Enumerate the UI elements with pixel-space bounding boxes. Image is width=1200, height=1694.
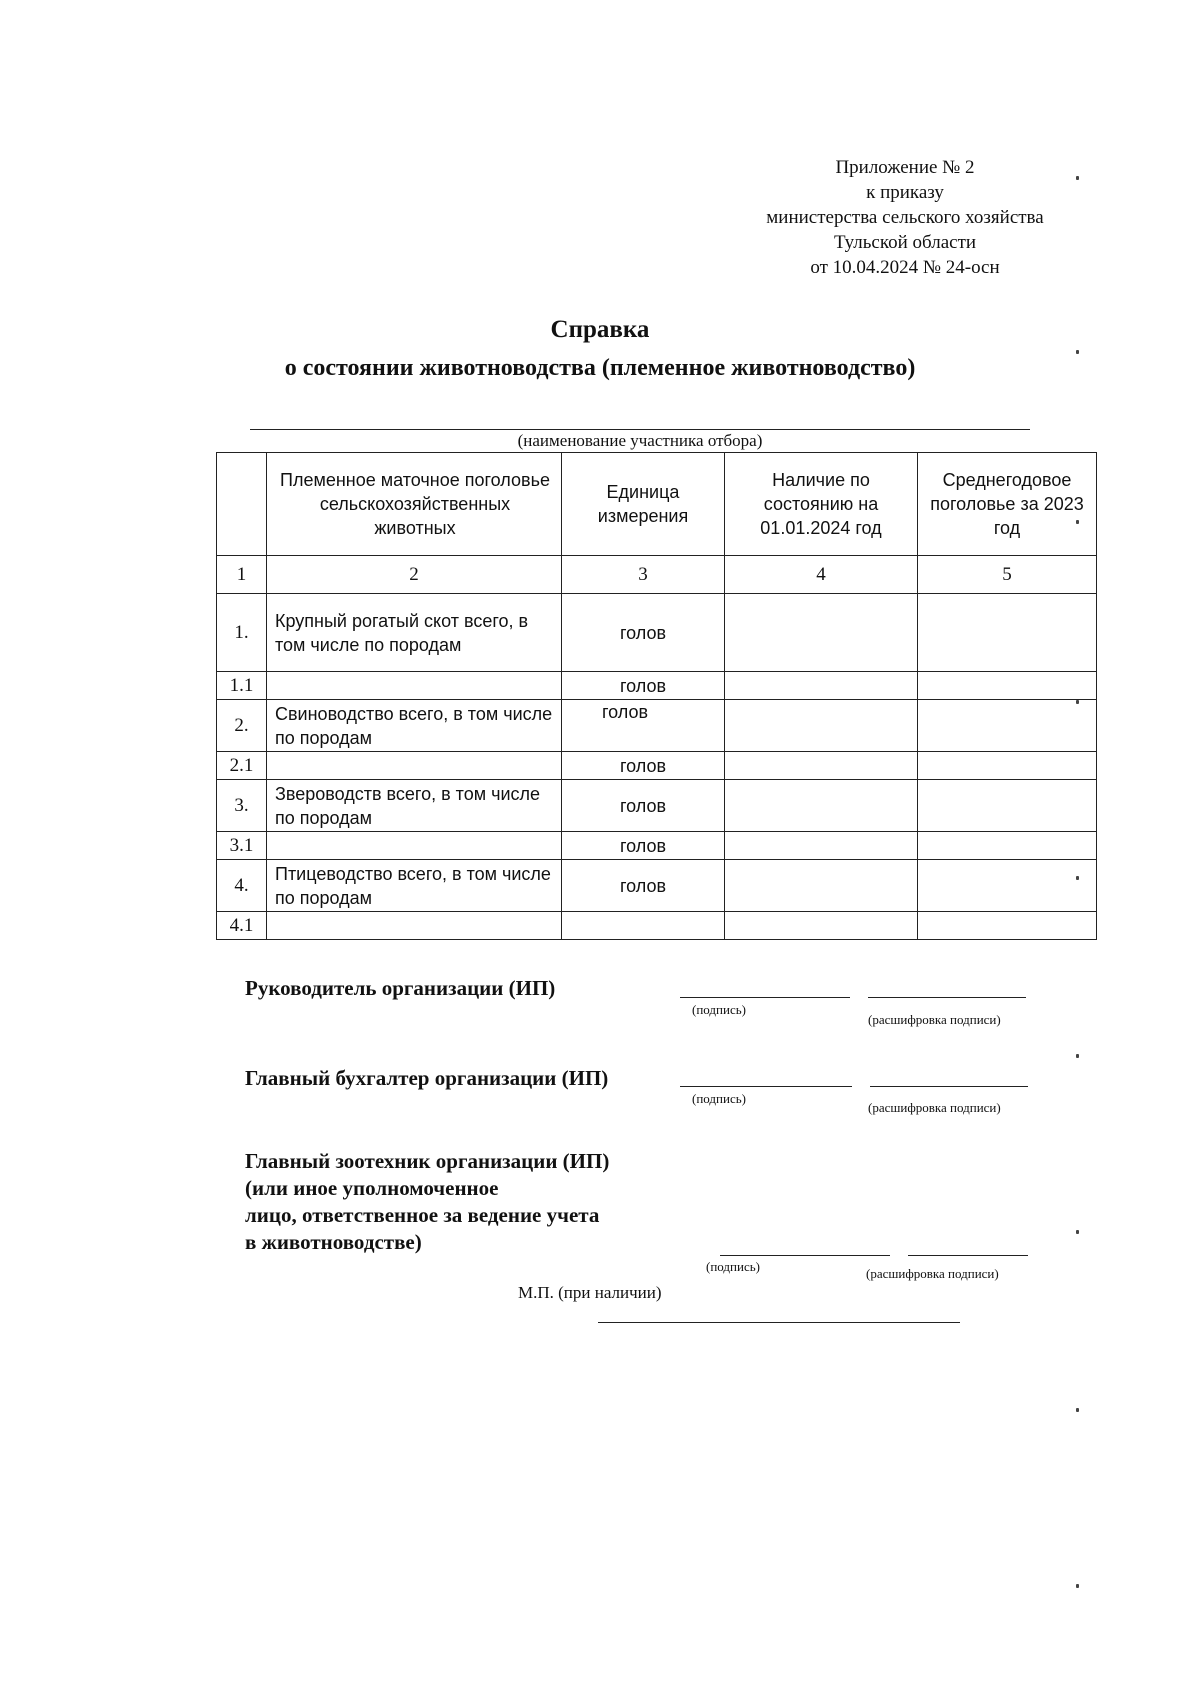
header-cell-presence: Наличие по состоянию на 01.01.2024 год — [725, 453, 918, 556]
zootech-signature-label — [245, 1148, 609, 1256]
row-name: Птицеводство всего, в том числе по породам — [267, 860, 562, 912]
row-average-cell[interactable] — [918, 780, 1097, 832]
row-number: 3.1 — [217, 832, 267, 860]
accountant-decryption-caption: (расшифровка подписи) — [868, 1100, 1001, 1115]
table-row — [217, 700, 1097, 752]
zootech-signature-caption: (подпись) — [706, 1259, 760, 1274]
scan-speck — [1076, 520, 1079, 524]
column-number: 2 — [267, 556, 562, 594]
header-cell-livestock — [267, 453, 562, 556]
row-unit: голов — [562, 780, 725, 832]
row-average-cell[interactable] — [918, 912, 1097, 940]
stamp-place-label: М.П. (при наличии) — [518, 1283, 662, 1302]
column-number-row — [217, 556, 1097, 594]
row-presence-cell[interactable] — [725, 832, 918, 860]
row-average-cell[interactable] — [918, 752, 1097, 780]
accountant-signature-label: Главный бухгалтер организации (ИП) — [245, 1066, 609, 1090]
row-number: 2. — [217, 700, 267, 752]
participant-name-field[interactable] — [250, 429, 1030, 430]
column-number: 1 — [217, 556, 267, 594]
row-unit: голов — [562, 700, 725, 752]
row-presence-cell[interactable] — [725, 752, 918, 780]
row-presence-cell[interactable] — [725, 672, 918, 700]
scan-speck — [1076, 350, 1079, 354]
head-signature-line[interactable] — [680, 997, 850, 998]
row-name[interactable] — [267, 912, 562, 940]
column-number: 4 — [725, 556, 918, 594]
scan-speck — [1076, 1054, 1079, 1058]
header-cell-unit: Единица измерения — [562, 453, 725, 556]
ministry-name: министерства сельского хозяйства — [766, 207, 1044, 228]
head-signature-caption: (подпись) — [692, 1002, 746, 1017]
scan-speck — [1076, 176, 1079, 180]
zootech-decryption-caption: (расшифровка подписи) — [866, 1266, 999, 1281]
row-name[interactable] — [267, 832, 562, 860]
row-name: Звероводств всего, в том числе по породам — [267, 780, 562, 832]
row-average-cell[interactable] — [918, 860, 1097, 912]
scan-speck — [1076, 700, 1079, 704]
zootech-label-line: лицо, ответственное за ведение учета — [245, 1203, 600, 1227]
row-number: 1. — [217, 594, 267, 672]
table-row — [217, 780, 1097, 832]
row-name: Свиноводство всего, в том числе по породам — [267, 700, 562, 752]
table-row — [217, 912, 1097, 940]
row-unit: голов — [562, 594, 725, 672]
appendix-header — [735, 155, 1075, 280]
scan-speck — [1076, 1408, 1079, 1412]
row-number: 4.1 — [217, 912, 267, 940]
zootech-decryption-line[interactable] — [908, 1255, 1028, 1256]
head-signature-label: Руководитель организации (ИП) — [245, 976, 556, 1000]
participant-name-caption: (наименование участника отбора) — [517, 431, 763, 450]
row-presence-cell[interactable] — [725, 912, 918, 940]
row-presence-cell[interactable] — [725, 700, 918, 752]
row-presence-cell[interactable] — [725, 594, 918, 672]
accountant-decryption-line[interactable] — [870, 1086, 1028, 1087]
header-cell-average: Среднегодовое поголовье за 2023 год — [918, 453, 1097, 556]
row-number: 4. — [217, 860, 267, 912]
row-name[interactable] — [267, 752, 562, 780]
column-number: 3 — [562, 556, 725, 594]
row-name[interactable] — [267, 672, 562, 700]
row-average-cell[interactable] — [918, 594, 1097, 672]
column-number: 5 — [918, 556, 1097, 594]
zootech-label-line: Главный зоотехник организации (ИП) — [245, 1149, 610, 1173]
document-subtitle: о состоянии животноводства (племенное животноводство) — [284, 355, 916, 381]
row-unit: голов — [562, 832, 725, 860]
scan-speck — [1076, 1230, 1079, 1234]
head-decryption-line[interactable] — [868, 997, 1026, 998]
zootech-label-line: в животноводстве) — [245, 1230, 422, 1254]
accountant-signature-caption: (подпись) — [692, 1091, 746, 1106]
document-title: Справка — [550, 316, 650, 343]
order-reference: к приказу — [866, 182, 944, 203]
row-presence-cell[interactable] — [725, 780, 918, 832]
row-number: 1.1 — [217, 672, 267, 700]
table-row — [217, 832, 1097, 860]
row-unit: голов — [562, 752, 725, 780]
stamp-line — [598, 1322, 960, 1323]
row-unit: голов — [562, 860, 725, 912]
zootech-signature-line[interactable] — [720, 1255, 890, 1256]
row-unit: голов — [562, 672, 725, 700]
row-unit[interactable] — [562, 912, 725, 940]
livestock-table — [216, 452, 1097, 940]
row-average-cell[interactable] — [918, 700, 1097, 752]
table-row — [217, 752, 1097, 780]
table-header-row — [217, 453, 1097, 556]
row-number: 3. — [217, 780, 267, 832]
scan-speck — [1076, 1584, 1079, 1588]
scan-speck — [1076, 876, 1079, 880]
accountant-signature-line[interactable] — [680, 1086, 852, 1087]
row-average-cell[interactable] — [918, 672, 1097, 700]
zootech-label-line: (или иное уполномоченное — [245, 1176, 499, 1200]
table-row — [217, 594, 1097, 672]
row-average-cell[interactable] — [918, 832, 1097, 860]
row-number: 2.1 — [217, 752, 267, 780]
table-row — [217, 860, 1097, 912]
header-cell-index — [217, 453, 267, 556]
row-name: Крупный рогатый скот всего, в том числе по породам — [267, 594, 562, 672]
row-presence-cell[interactable] — [725, 860, 918, 912]
order-date-number: от 10.04.2024 № 24-осн — [810, 257, 1000, 278]
region-name: Тульской области — [833, 232, 977, 253]
head-decryption-caption: (расшифровка подписи) — [868, 1012, 1001, 1027]
header-livestock-text: Племенное маточное поголовье сельскохозяйственных животных — [280, 470, 550, 538]
table-row — [217, 672, 1097, 700]
appendix-number: Приложение № 2 — [835, 157, 975, 178]
